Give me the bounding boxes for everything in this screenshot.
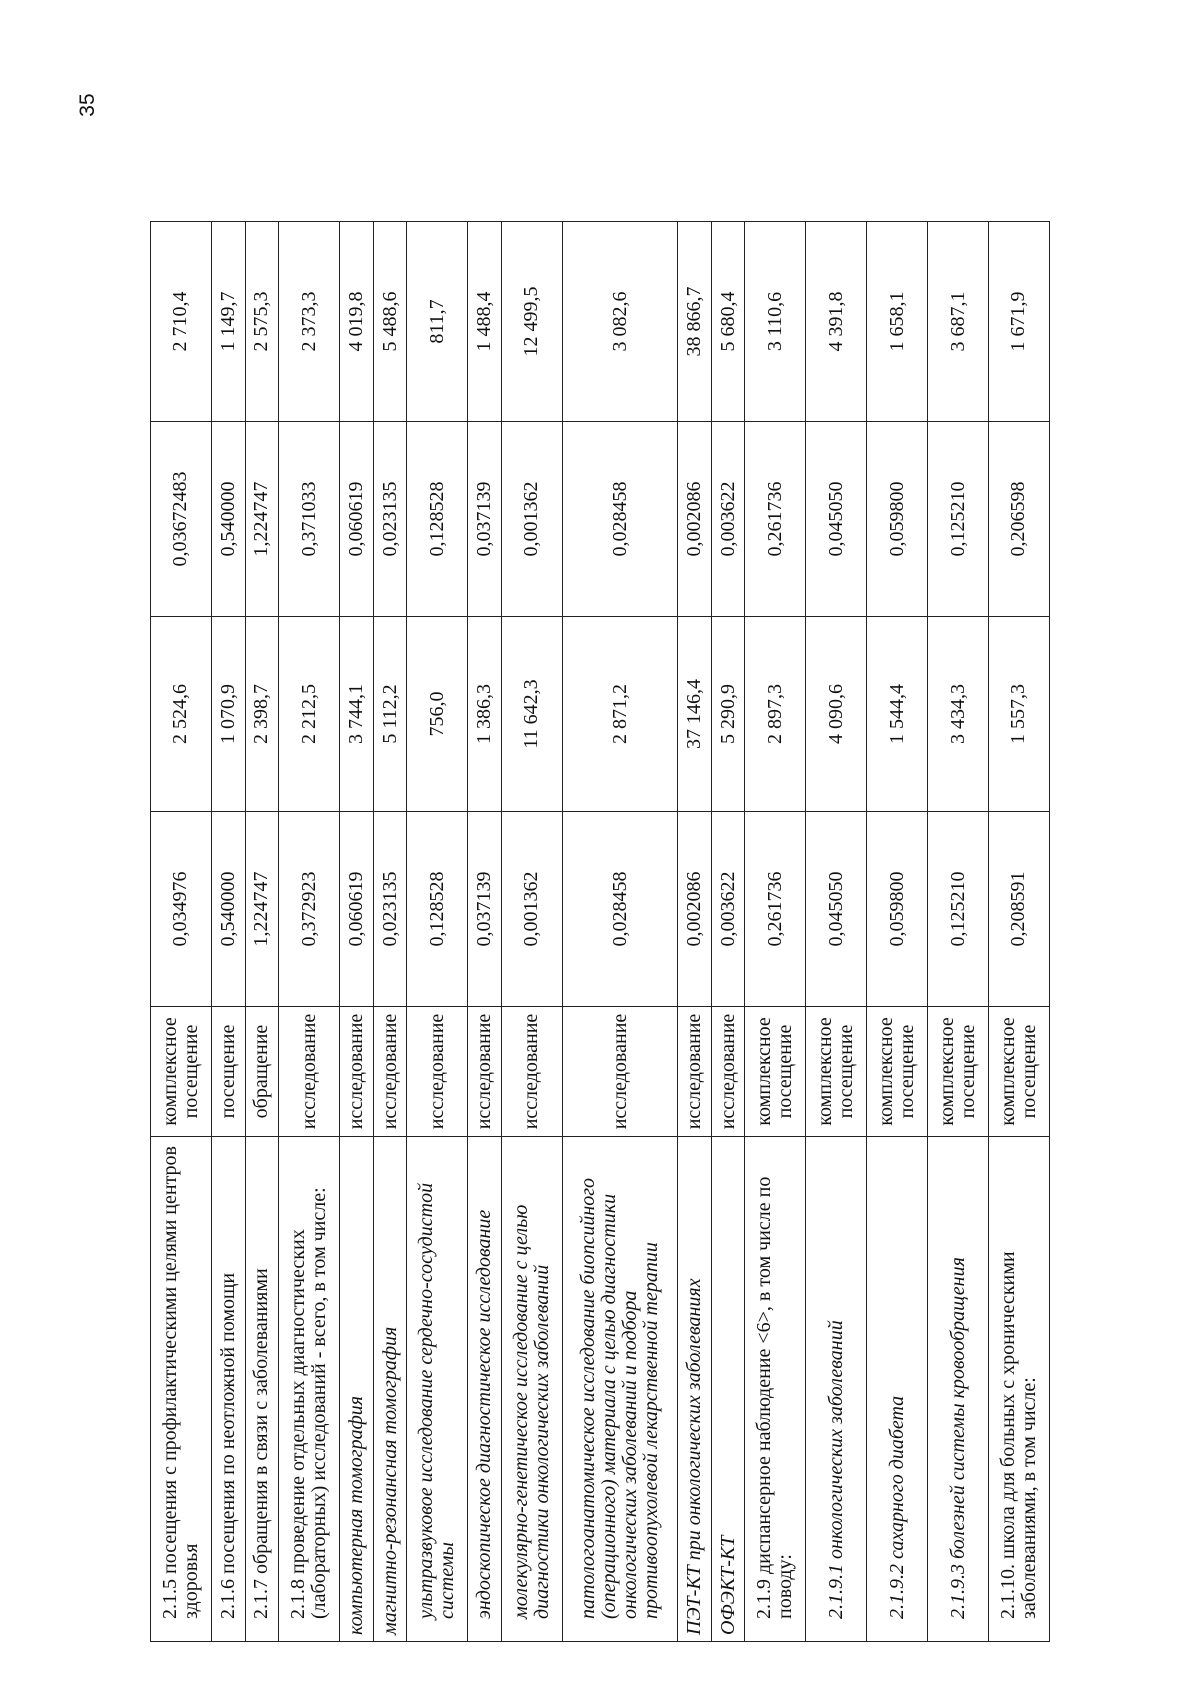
row-unit: посещение [211, 1007, 245, 1137]
row-name: 2.1.7 обращения в связи с заболеваниями [245, 1137, 279, 1642]
row-name: 2.1.9.3 болезней системы кровообращения [928, 1137, 989, 1642]
row-name: 2.1.9 диспансерное наблюдение <6>, в том числе по поводу: [745, 1137, 806, 1642]
row-value-1: 0,034976 [151, 812, 212, 1007]
row-value-4: 2 575,3 [245, 222, 279, 422]
row-value-3: 0,371033 [279, 422, 340, 617]
rotated-table-container [150, 78, 1200, 1658]
row-value-3: 0,060619 [340, 422, 374, 617]
row-value-1: 0,059800 [867, 812, 928, 1007]
row-unit: исследование [407, 1007, 468, 1137]
row-name: компьютерная томография [340, 1137, 374, 1642]
row-name: 2.1.8 проведение отдельных диагностических (лабораторных) исследований - всего, в том числе: [279, 1137, 340, 1642]
row-value-4: 1 658,1 [867, 222, 928, 422]
row-value-3: 0,03672483 [151, 422, 212, 617]
norms-table [150, 221, 1050, 1642]
row-value-3: 0,023135 [373, 422, 407, 617]
table-row [928, 222, 989, 1642]
row-value-4: 2 710,4 [151, 222, 212, 422]
row-value-4: 811,7 [407, 222, 468, 422]
row-value-2: 37 146,4 [678, 617, 712, 812]
row-value-3: 0,037139 [468, 422, 502, 617]
row-value-4: 3 110,6 [745, 222, 806, 422]
row-name: 2.1.9.1 онкологических заболеваний [806, 1137, 867, 1642]
row-value-2: 2 524,6 [151, 617, 212, 812]
row-name: ОФЭКТ-КТ [711, 1137, 745, 1642]
table-row [407, 222, 468, 1642]
row-name: ультразвуковое исследование сердечно-сосудистой системы [407, 1137, 468, 1642]
row-value-1: 0,045050 [806, 812, 867, 1007]
row-value-3: 0,028458 [562, 422, 677, 617]
row-unit: исследование [711, 1007, 745, 1137]
row-value-1: 0,372923 [279, 812, 340, 1007]
row-value-4: 2 373,3 [279, 222, 340, 422]
row-value-1: 0,208591 [988, 812, 1049, 1007]
row-unit: комплексное посещение [745, 1007, 806, 1137]
row-unit: исследование [340, 1007, 374, 1137]
row-name: 2.1.6 посещения по неотложной помощи [211, 1137, 245, 1642]
table-row [340, 222, 374, 1642]
row-value-2: 4 090,6 [806, 617, 867, 812]
row-value-2: 2 871,2 [562, 617, 677, 812]
table-row [806, 222, 867, 1642]
row-value-2: 1 544,4 [867, 617, 928, 812]
row-value-2: 5 290,9 [711, 617, 745, 812]
row-value-3: 0,003622 [711, 422, 745, 617]
row-value-4: 3 082,6 [562, 222, 677, 422]
row-value-2: 1 557,3 [988, 617, 1049, 812]
row-unit: исследование [279, 1007, 340, 1137]
row-value-3: 0,001362 [501, 422, 562, 617]
row-unit: комплексное посещение [928, 1007, 989, 1137]
row-name: молекулярно-генетическое исследование с целью диагностики онкологических заболеваний [501, 1137, 562, 1642]
table-row [678, 222, 712, 1642]
row-value-1: 0,002086 [678, 812, 712, 1007]
row-value-4: 5 680,4 [711, 222, 745, 422]
row-unit: комплексное посещение [151, 1007, 212, 1137]
row-value-2: 1 386,3 [468, 617, 502, 812]
table-row [373, 222, 407, 1642]
row-value-1: 0,125210 [928, 812, 989, 1007]
row-value-1: 1,224747 [245, 812, 279, 1007]
table-row [501, 222, 562, 1642]
row-unit: комплексное посещение [867, 1007, 928, 1137]
row-value-2: 2 212,5 [279, 617, 340, 812]
page-number: 35 [76, 93, 99, 117]
row-value-4: 3 687,1 [928, 222, 989, 422]
row-value-1: 0,028458 [562, 812, 677, 1007]
row-value-3: 0,540000 [211, 422, 245, 617]
table-row [745, 222, 806, 1642]
row-value-1: 0,128528 [407, 812, 468, 1007]
row-value-1: 0,001362 [501, 812, 562, 1007]
row-value-1: 0,003622 [711, 812, 745, 1007]
row-value-2: 11 642,3 [501, 617, 562, 812]
table-row [279, 222, 340, 1642]
row-name: 2.1.5 посещения с профилактическими целями центров здоровья [151, 1137, 212, 1642]
row-value-3: 0,125210 [928, 422, 989, 617]
row-name: магнитно-резонансная томография [373, 1137, 407, 1642]
row-value-4: 1 149,7 [211, 222, 245, 422]
row-name: ПЭТ-КТ при онкологических заболеваниях [678, 1137, 712, 1642]
table-row [151, 222, 212, 1642]
row-value-4: 1 671,9 [988, 222, 1049, 422]
table-row [562, 222, 677, 1642]
row-unit: комплексное посещение [806, 1007, 867, 1137]
table-row [988, 222, 1049, 1642]
row-unit: исследование [468, 1007, 502, 1137]
row-value-3: 0,128528 [407, 422, 468, 617]
row-value-2: 2 398,7 [245, 617, 279, 812]
row-value-1: 0,037139 [468, 812, 502, 1007]
row-value-3: 0,002086 [678, 422, 712, 617]
row-unit: комплексное посещение [988, 1007, 1049, 1137]
row-value-3: 0,059800 [867, 422, 928, 617]
row-value-4: 1 488,4 [468, 222, 502, 422]
row-name: 2.1.10. школа для больных с хроническими заболеваниями, в том числе: [988, 1137, 1049, 1642]
row-value-2: 1 070,9 [211, 617, 245, 812]
row-value-2: 756,0 [407, 617, 468, 812]
row-value-4: 38 866,7 [678, 222, 712, 422]
row-value-2: 5 112,2 [373, 617, 407, 812]
row-name: патологоанатомическое исследование биопсийного (операционного) материала с целью диагностики онкологических заболеваний и подбора противоопухолевой лекарственной терапии [562, 1137, 677, 1642]
table-frame [150, 78, 1200, 1658]
row-value-1: 0,060619 [340, 812, 374, 1007]
row-value-3: 0,206598 [988, 422, 1049, 617]
table-row [245, 222, 279, 1642]
table-row [211, 222, 245, 1642]
row-unit: исследование [501, 1007, 562, 1137]
row-name: эндоскопическое диагностическое исследование [468, 1137, 502, 1642]
row-value-1: 0,023135 [373, 812, 407, 1007]
table-row [468, 222, 502, 1642]
row-value-3: 0,045050 [806, 422, 867, 617]
row-value-4: 4 391,8 [806, 222, 867, 422]
row-value-3: 0,261736 [745, 422, 806, 617]
row-value-3: 1,224747 [245, 422, 279, 617]
row-unit: исследование [678, 1007, 712, 1137]
row-value-1: 0,261736 [745, 812, 806, 1007]
table-row [711, 222, 745, 1642]
row-value-4: 5 488,6 [373, 222, 407, 422]
row-value-1: 0,540000 [211, 812, 245, 1007]
row-value-4: 12 499,5 [501, 222, 562, 422]
row-value-2: 2 897,3 [745, 617, 806, 812]
row-value-2: 3 434,3 [928, 617, 989, 812]
row-value-2: 3 744,1 [340, 617, 374, 812]
row-name: 2.1.9.2 сахарного диабета [867, 1137, 928, 1642]
row-unit: исследование [562, 1007, 677, 1137]
table-row [867, 222, 928, 1642]
row-unit: исследование [373, 1007, 407, 1137]
row-value-4: 4 019,8 [340, 222, 374, 422]
row-unit: обращение [245, 1007, 279, 1137]
